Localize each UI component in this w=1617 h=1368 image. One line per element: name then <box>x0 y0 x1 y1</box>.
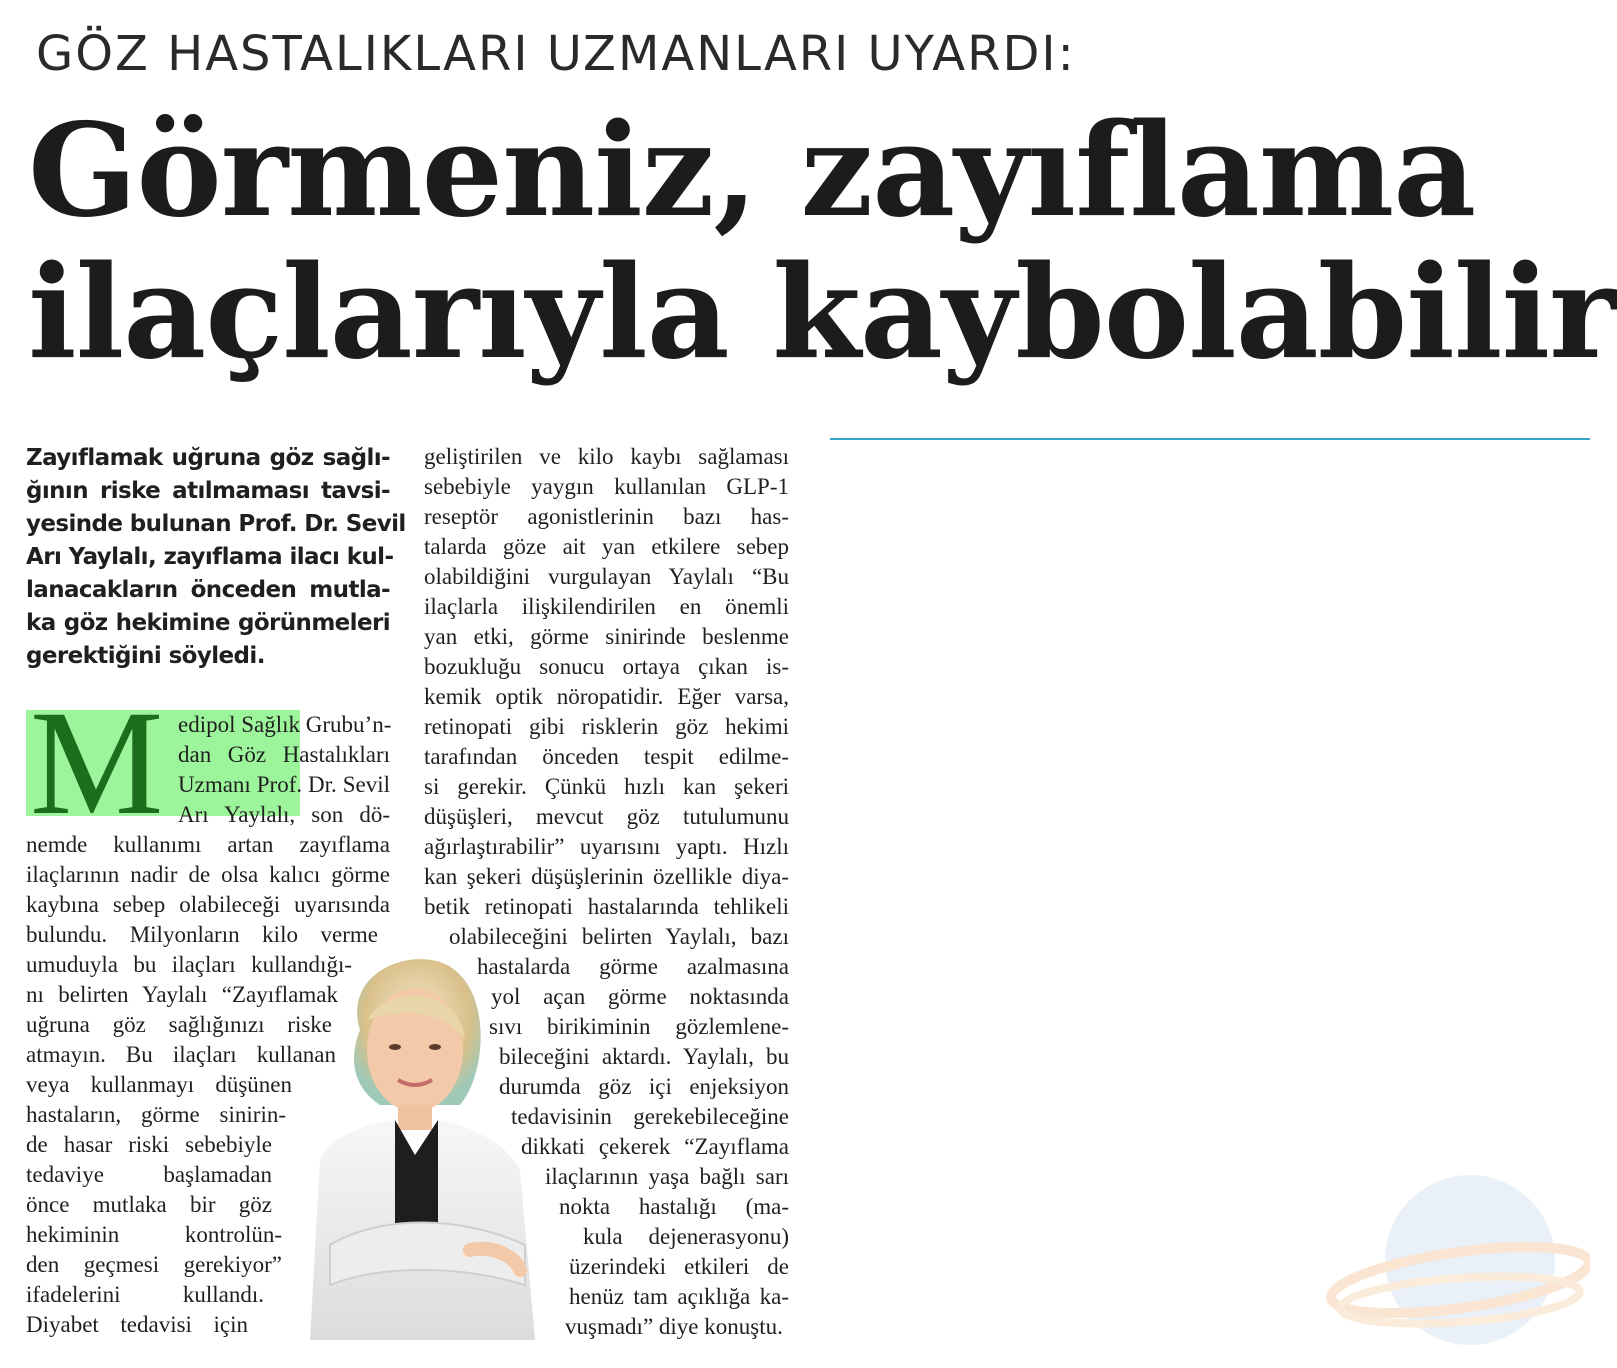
body-line: si gerekir. Çünkü hızlı kan şekeri <box>424 774 789 799</box>
body-line: kan şekeri düşüşlerinin özellikle diya- <box>424 864 789 889</box>
body-line: betik retinopati hastalarında tehlikeli <box>424 894 789 919</box>
body-line: ilaçlarının nadir de olsa kalıcı görme <box>26 862 390 887</box>
headline-line-2: ilaçlarıyla kaybolabilir <box>28 238 1616 388</box>
headline-line-1: Görmeniz, zayıflama <box>28 96 1476 246</box>
body-line: de hasar riski sebebiyle <box>26 1132 272 1157</box>
body-line: kula dejenerasyonu) <box>583 1224 789 1249</box>
body-line: veya kullanmayı düşünen <box>26 1072 292 1097</box>
body-line: tedavisinin gerekebileceğine <box>511 1104 789 1129</box>
body-line: olabileceğini belirten Yaylalı, bazı <box>449 924 789 949</box>
lead-line: Arı Yaylalı, zayıflama ilacı kul- <box>26 544 394 570</box>
body-line: ifadelerini kullandı. <box>26 1282 264 1307</box>
body-line: üzerindeki etkileri de <box>569 1254 789 1279</box>
body-line: vuşmadı” diye konuştu. <box>565 1314 783 1339</box>
body-line: kaybına sebep olabileceği uyarısında <box>26 892 390 917</box>
body-line: henüz tam açıklığa ka- <box>569 1284 789 1309</box>
body-line: sıvı birikiminin gözlemlene- <box>489 1014 789 1039</box>
article-lead <box>26 442 406 673</box>
body-line: Diyabet tedavisi için <box>26 1312 248 1337</box>
lead-line: gerektiğini söyledi. <box>26 643 265 669</box>
body-line: tarafından önceden tespit edilme- <box>424 744 789 769</box>
body-line: önce mutlaka bir göz <box>26 1192 272 1217</box>
body-line: geliştirilen ve kilo kaybı sağlaması <box>424 444 789 469</box>
body-line: kemik optik nöropatidir. Eğer varsa, <box>424 684 789 709</box>
body-line: retinopati gibi risklerin göz hekimi <box>424 714 789 739</box>
body-line: bulundu. Milyonların kilo verme <box>26 922 378 947</box>
body-line: nemde kullanımı artan zayıflama <box>26 832 390 857</box>
lead-line: yesinde bulunan Prof. Dr. Sevil <box>26 511 406 537</box>
body-line: dan Göz Hastalıkları <box>178 742 390 767</box>
article-kicker: GÖZ HASTALIKLARI UZMANLARI UYARDI: <box>36 26 1076 82</box>
body-line: den geçmesi gerekiyor” <box>26 1252 282 1277</box>
body-line: tedaviye başlamadan <box>26 1162 272 1187</box>
body-line: atmayın. Bu ilaçları kullanan <box>26 1042 336 1067</box>
body-line: hekiminin kontrolün- <box>26 1222 282 1247</box>
body-line: olabildiğini vurgulayan Yaylalı “Bu <box>424 564 789 589</box>
body-line: Arı Yaylalı, son dö- <box>178 802 390 827</box>
dropcap-text <box>178 710 390 830</box>
body-line: sebebiyle yaygın kullanılan GLP-1 <box>424 474 789 499</box>
lead-line: ğının riske atılmaması tavsi- <box>26 478 390 504</box>
body-line: ilaçlarla ilişkilendirilen en önemli <box>424 594 789 619</box>
body-line: reseptör agonistlerinin bazı has- <box>424 504 789 529</box>
body-line: bozukluğu sonucu ortaya çıkan is- <box>424 654 789 679</box>
portrait-photo <box>290 945 552 1340</box>
body-line: ilaçlarının yaşa bağlı sarı <box>545 1164 789 1189</box>
section-divider <box>830 438 1590 440</box>
body-line: dikkati çekerek “Zayıflama <box>521 1134 789 1159</box>
article-headline <box>28 96 1616 388</box>
body-line: edipol Sağlık Grubu’n- <box>178 712 392 737</box>
body-line: yol açan görme noktasında <box>491 984 789 1009</box>
body-line: Uzmanı Prof. Dr. Sevil <box>178 772 390 797</box>
body-line: hastaların, görme sinirin- <box>26 1102 286 1127</box>
body-line: uğruna göz sağlığınızı riske <box>26 1012 332 1037</box>
body-line: umuduyla bu ilaçları kullandığı- <box>26 952 352 977</box>
lead-line: Zayıflamak uğruna göz sağlı- <box>26 445 390 471</box>
body-line: nı belirten Yaylalı “Zayıflamak <box>26 982 338 1007</box>
body-line: hastalarda görme azalmasına <box>477 954 789 979</box>
lead-line: ka göz hekimine görünmeleri <box>26 610 390 636</box>
body-line: talarda göze ait yan etkilere sebep <box>424 534 789 559</box>
body-line: düşüşleri, mevcut göz tutulumunu <box>424 804 789 829</box>
body-line: ağırlaştırabilir” uyarısını yaptı. Hızlı <box>424 834 789 859</box>
dropcap-letter: M <box>30 680 164 846</box>
lead-line: lanacakların önceden mutla- <box>26 577 390 603</box>
decorative-globe-logo <box>1320 1150 1590 1350</box>
body-line: nokta hastalığı (ma- <box>559 1194 789 1219</box>
body-line: yan etki, görme sinirinde beslenme <box>424 624 789 649</box>
body-line: bileceğini aktardı. Yaylalı, bu <box>499 1044 789 1069</box>
body-line: durumda göz içi enjeksiyon <box>499 1074 789 1099</box>
